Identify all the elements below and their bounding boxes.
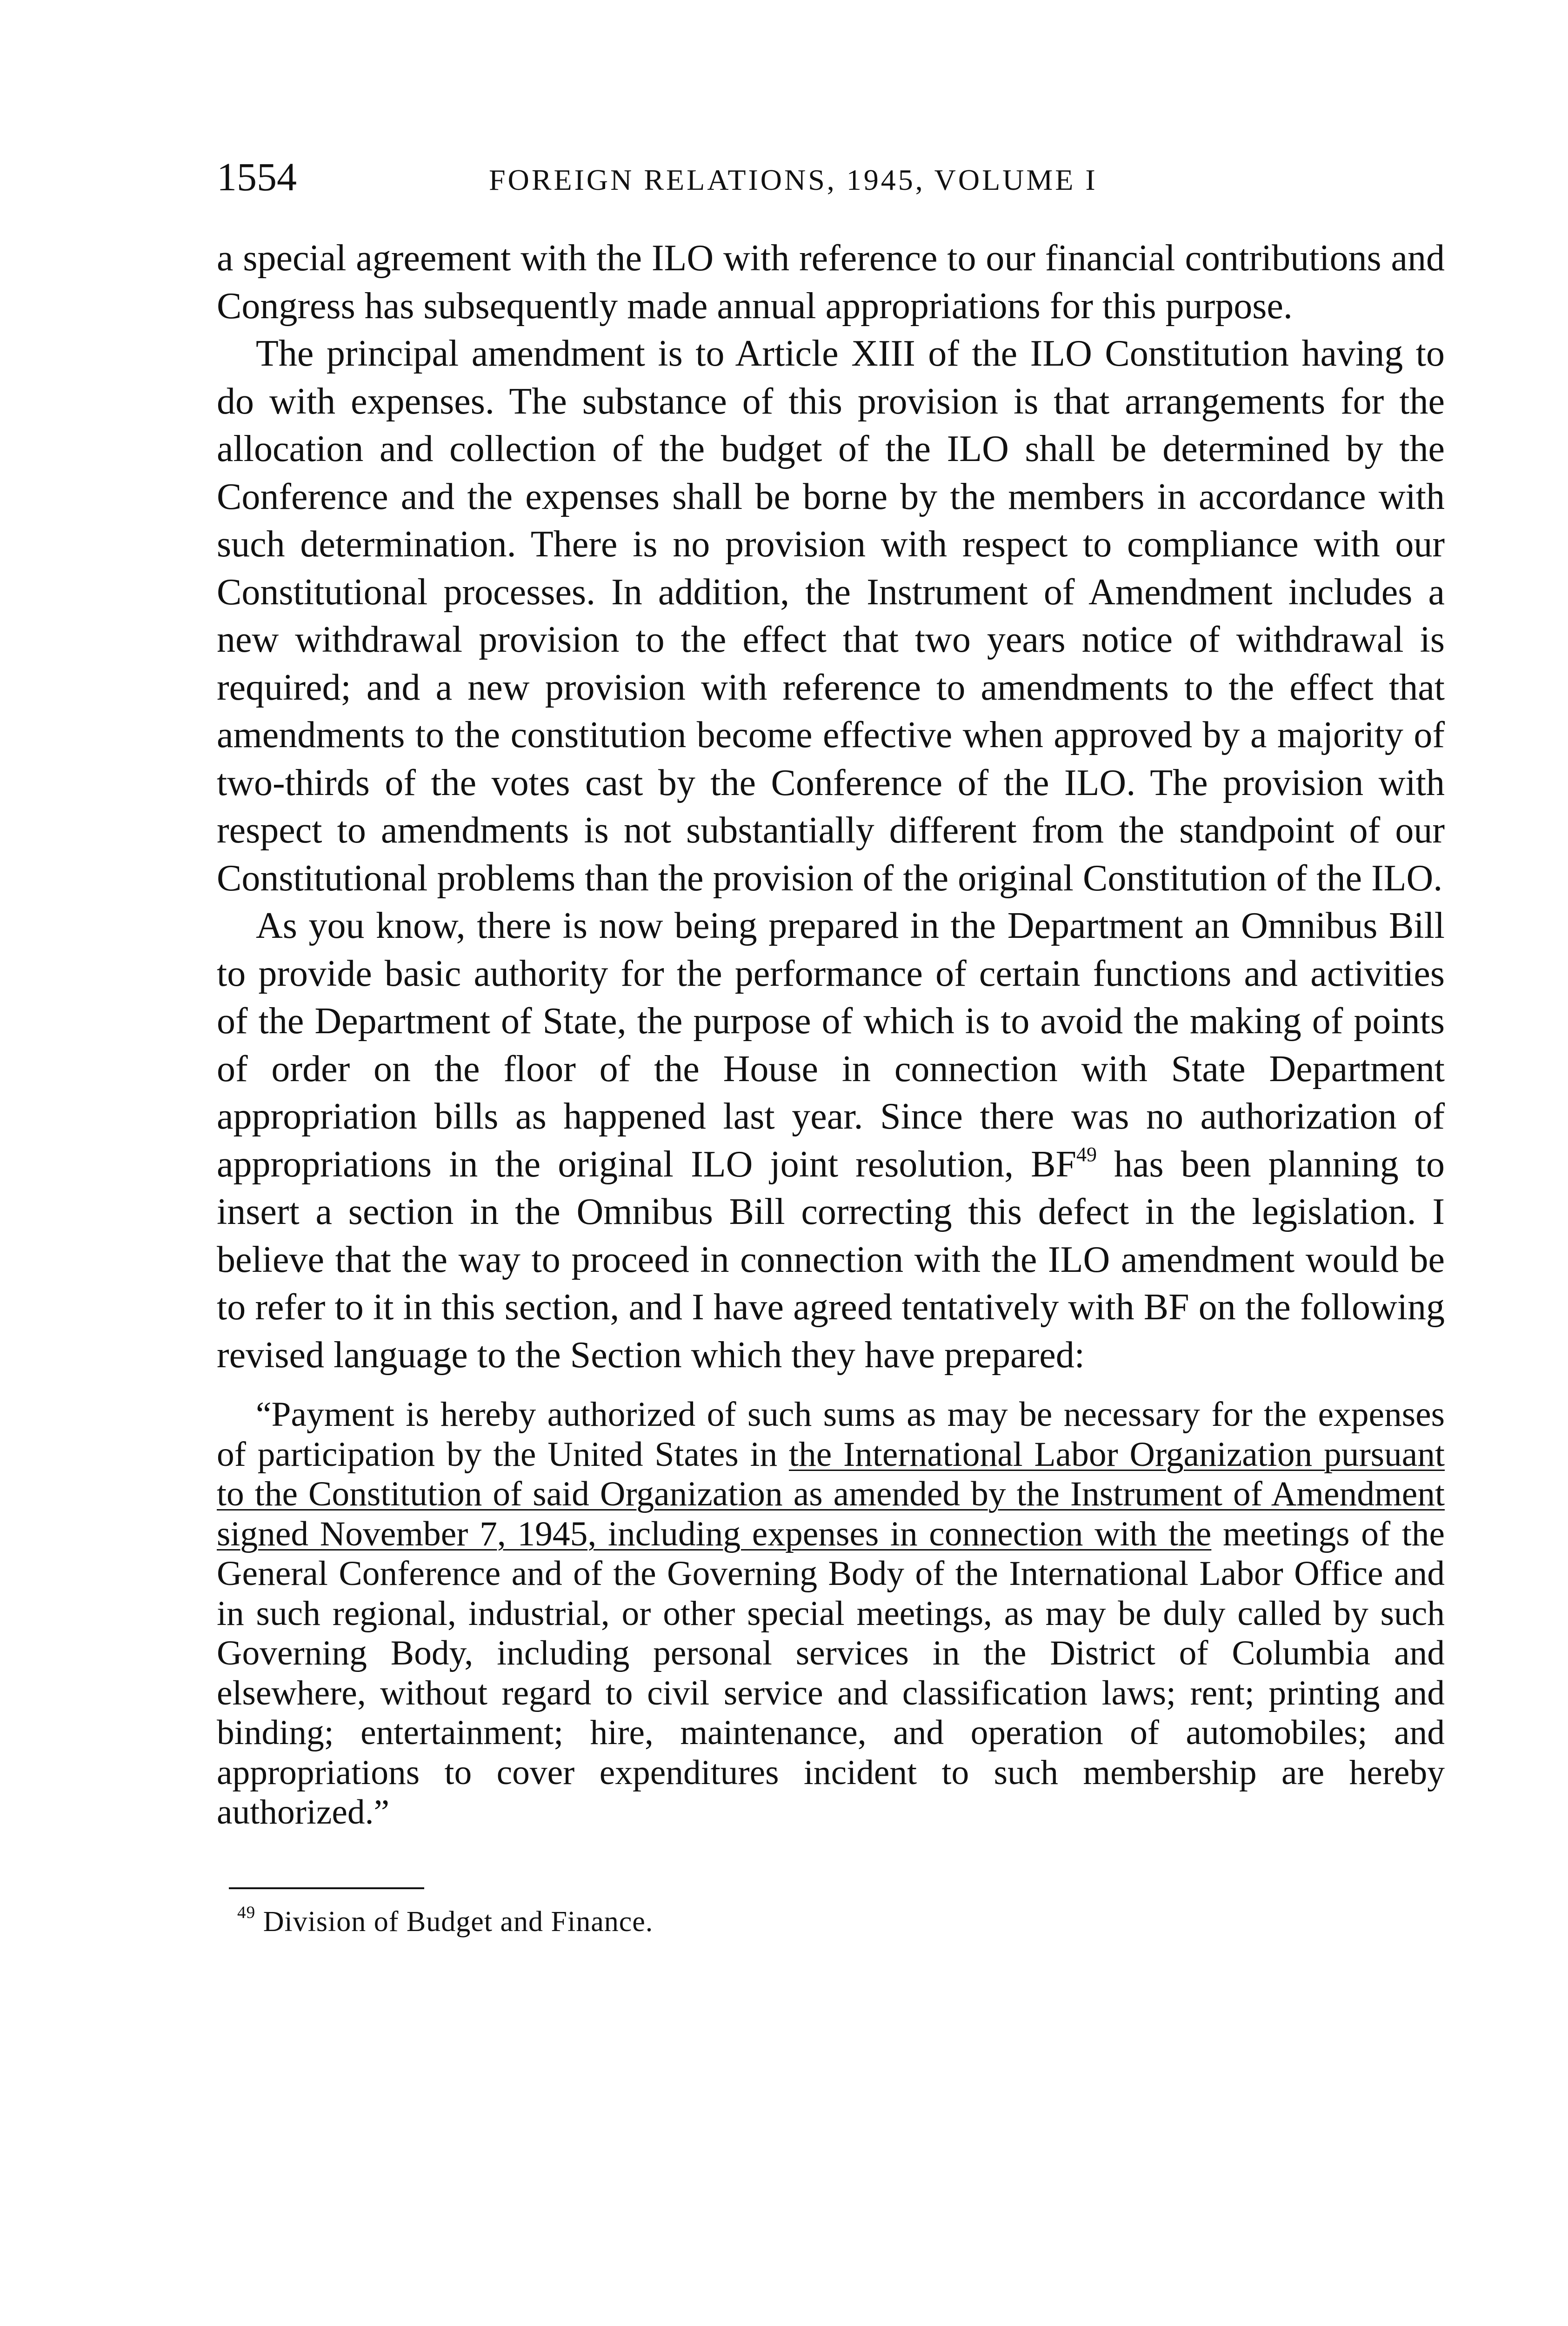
paragraph-3-text-a: As you know, there is now being prepared in the Department an Omnibus Bill to provide basic authority for the performance of certain functions and activities of the Department of State, the purpose of which is to avoid the making of points of order on the floor of the House in connection with State Department appropriation bills as happened last year. Since there was no authorization of appropriations in the original ILO joint resolution, BF: [217, 905, 1445, 1185]
paragraph-3: [217, 902, 1445, 1379]
paragraph-3-text-b: has been planning to insert a section in the Omnibus Bill correcting this defect in the legislation. I believe that the way to proceed in connection with the ILO amendment would be to refer to it in this section, and I have agreed tentatively with BF on the following revised language to the Section which they have prepared:: [217, 1143, 1445, 1376]
footnote-text: Division of Budget and Finance.: [255, 1905, 654, 1938]
footnote: [237, 1903, 1445, 1940]
quote-text-b: meetings of the General Conference and of the Governing Body of the International Labor Office and in such regional, industrial, or other special meetings, as may be duly called by such Governing Body, including personal services in the District of Columbia and elsewhere, without regard to civil service and classification laws; rent; printing and binding; entertainment; hire, maintenance, and operation of automobiles; and appropriations to cover expenditures incident to such membership are hereby authorized.”: [217, 1514, 1445, 1831]
document-page: [217, 154, 1445, 1940]
quote-paragraph: [217, 1395, 1445, 1832]
quote-text-a: “Payment is hereby authorized of such sums as may be necessary for the expenses of participation by the United States in: [217, 1395, 1445, 1474]
footnote-mark: 49: [237, 1903, 256, 1922]
body-text: [217, 234, 1445, 1379]
footnote-reference: 49: [1076, 1143, 1097, 1166]
paragraph-1: a special agreement with the ILO with reference to our financial contributions and Congress has subsequently made annual appropriations for this purpose.: [217, 238, 1445, 327]
footnote-divider: [229, 1887, 424, 1889]
page-number: 1554: [217, 154, 297, 199]
page-header: [217, 154, 1445, 209]
block-quote: [217, 1395, 1445, 1832]
quote-underlined-text: the International Labor Organization pursuant to the Constitution of said Organization as amended by the Instrument of Amendment signed November 7, 1945, including expenses in connection with the: [217, 1435, 1445, 1553]
running-head: FOREIGN RELATIONS, 1945, VOLUME I: [489, 163, 1098, 196]
paragraph-2: The principal amendment is to Article XIII of the ILO Constitution having to do with expenses. The substance of this provision is that arrangements for the allocation and collection of the budget of the ILO shall be determined by the Conference and the expenses shall be borne by the members in accordance with such determination. There is no provision with respect to compliance with our Constitutional processes. In addition, the Instrument of Amendment includes a new withdrawal provision to the effect that two years notice of withdrawal is required; and a new provision with reference to amendments to the effect that amendments to the constitution become effective when approved by a majority of two-thirds of the votes cast by the Conference of the ILO. The provision with respect to amendments is not substantially different from the standpoint of our Constitutional problems than the provision of the original Constitution of the ILO.: [217, 333, 1445, 899]
